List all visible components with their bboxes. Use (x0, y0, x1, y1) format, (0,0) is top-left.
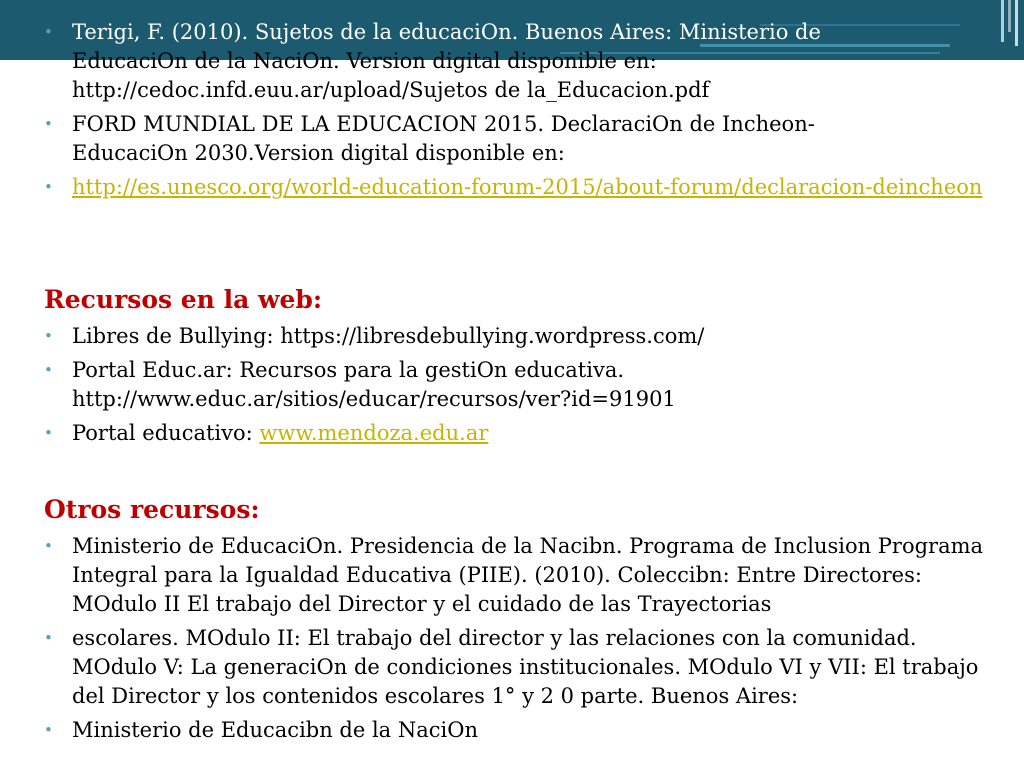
list-item (0, 322, 1024, 351)
unesco-link[interactable]: http://es.unesco.org/world-education-forum-2015/about-forum/declaracion-deincheon (72, 175, 983, 199)
list-item (0, 173, 1024, 202)
web-resources-list (0, 322, 1024, 448)
bullet-icon: • (44, 424, 53, 442)
reference-text-line: Terigi, F. (2010). Sujetos de la educaciOn. Buenos Aires: Ministerio de (72, 20, 821, 44)
list-item (0, 716, 1024, 745)
resource-text: Ministerio de EducaciOn. Presidencia de la Nacibn. Programa de Inclusion Programa Integral para la Igualdad Educativa (PIIE). (2010). Coleccibn: Entre Directores: MOdulo II El trabajo del Director y el cuidado de las Trayectorias (72, 534, 984, 616)
reference-text-line: http://cedoc.infd.euu.ar/upload/Sujetos de la_Educacion.pdf (72, 78, 710, 102)
other-resources-list (0, 532, 1024, 745)
web-resources-section (0, 284, 1024, 453)
references-top-list (0, 18, 1024, 202)
web-resources-heading: Recursos en la web: (44, 285, 323, 314)
list-item (0, 419, 1024, 448)
other-resources-heading: Otros recursos: (44, 495, 260, 524)
resource-text-line: Portal Educ.ar: Recursos para la gestiOn educativa. (72, 358, 625, 382)
reference-text-line: EducaciOn de la NaciOn. Version digital disponible en: (72, 49, 657, 73)
bullet-icon: • (44, 327, 53, 345)
resource-text: escolares. MOdulo II: El trabajo del director y las relaciones con la comunidad. MOdulo V: La generaciOn de condiciones institucionales. MOdulo VI y VII: El trabajo del Director y los contenidos escolares 1° y 2 0 parte. Buenos Aires: (72, 626, 979, 708)
references-top-section (0, 18, 1024, 207)
mendoza-link[interactable]: www.mendoza.edu.ar (259, 421, 489, 445)
bullet-icon: • (44, 361, 53, 379)
list-item (0, 110, 1024, 168)
other-resources-section (0, 494, 1024, 750)
list-item (0, 356, 1024, 414)
bullet-icon: • (44, 115, 53, 133)
reference-text-line: EducaciOn 2030.Version digital disponible en: (72, 141, 565, 165)
resource-prefix: Portal educativo: (72, 421, 260, 445)
resource-text-line: http://www.educ.ar/sitios/educar/recursos/ver?id=91901 (72, 387, 676, 411)
bullet-icon: • (44, 721, 53, 739)
list-item (0, 532, 1024, 619)
list-item (0, 18, 1024, 105)
resource-text: Ministerio de Educacibn de la NaciOn (72, 718, 478, 742)
list-item (0, 624, 1024, 711)
bullet-icon: • (44, 178, 53, 196)
bullet-icon: • (44, 23, 53, 41)
reference-text-line: FORD MUNDIAL DE LA EDUCACION 2015. DeclaraciOn de Incheon- (72, 112, 815, 136)
resource-text: Libres de Bullying: https://libresdebullying.wordpress.com/ (72, 324, 705, 348)
bullet-icon: • (44, 537, 53, 555)
bullet-icon: • (44, 629, 53, 647)
